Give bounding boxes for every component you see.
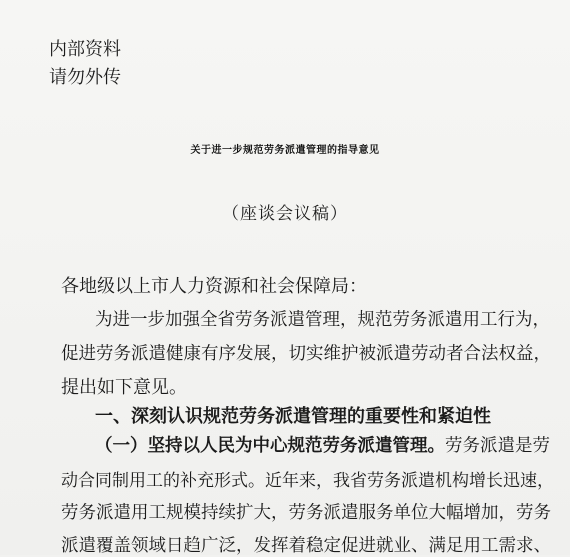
paragraph-1-line-1: 为进一步加强全省劳务派遣管理，规范劳务派遣用工行为， [95, 310, 550, 330]
paragraph-2-lead-tail: 劳务派遣是劳 [445, 436, 550, 456]
document-subtitle: （座谈会议稿） [222, 204, 348, 224]
paragraph-1-line-3: 提出如下意见。 [61, 377, 187, 398]
do-not-distribute-mark: 请勿外传 [49, 67, 121, 88]
paragraph-2-line-2: 动合同制用工的补充形式。近年来，我省劳务派遣机构增长迅速， [61, 471, 554, 491]
paragraph-1-line-2: 促进劳务派遣健康有序发展，切实维护被派遣劳动者合法权益， [61, 344, 551, 364]
section-heading-1: 一、深刻认识规范劳务派遣管理的重要性和紧迫性 [95, 406, 491, 427]
salutation: 各地级以上市人力资源和社会保障局： [61, 276, 367, 297]
paragraph-2-line-3: 劳务派遣用工规模持续扩大，劳务派遣服务单位大幅增加，劳务 [61, 503, 551, 523]
paragraph-2-line-1 [95, 432, 550, 457]
document-title: 关于进一步规范劳务派遣管理的指导意见 [190, 145, 380, 156]
paragraph-2-lead: （一）坚持以人民为中心规范劳务派遣管理。 [95, 436, 445, 456]
internal-material-mark: 内部资料 [49, 39, 121, 60]
paragraph-2-line-4: 派遣覆盖领域日趋广泛，发挥着稳定促进就业、满足用工需求、 [61, 536, 551, 556]
